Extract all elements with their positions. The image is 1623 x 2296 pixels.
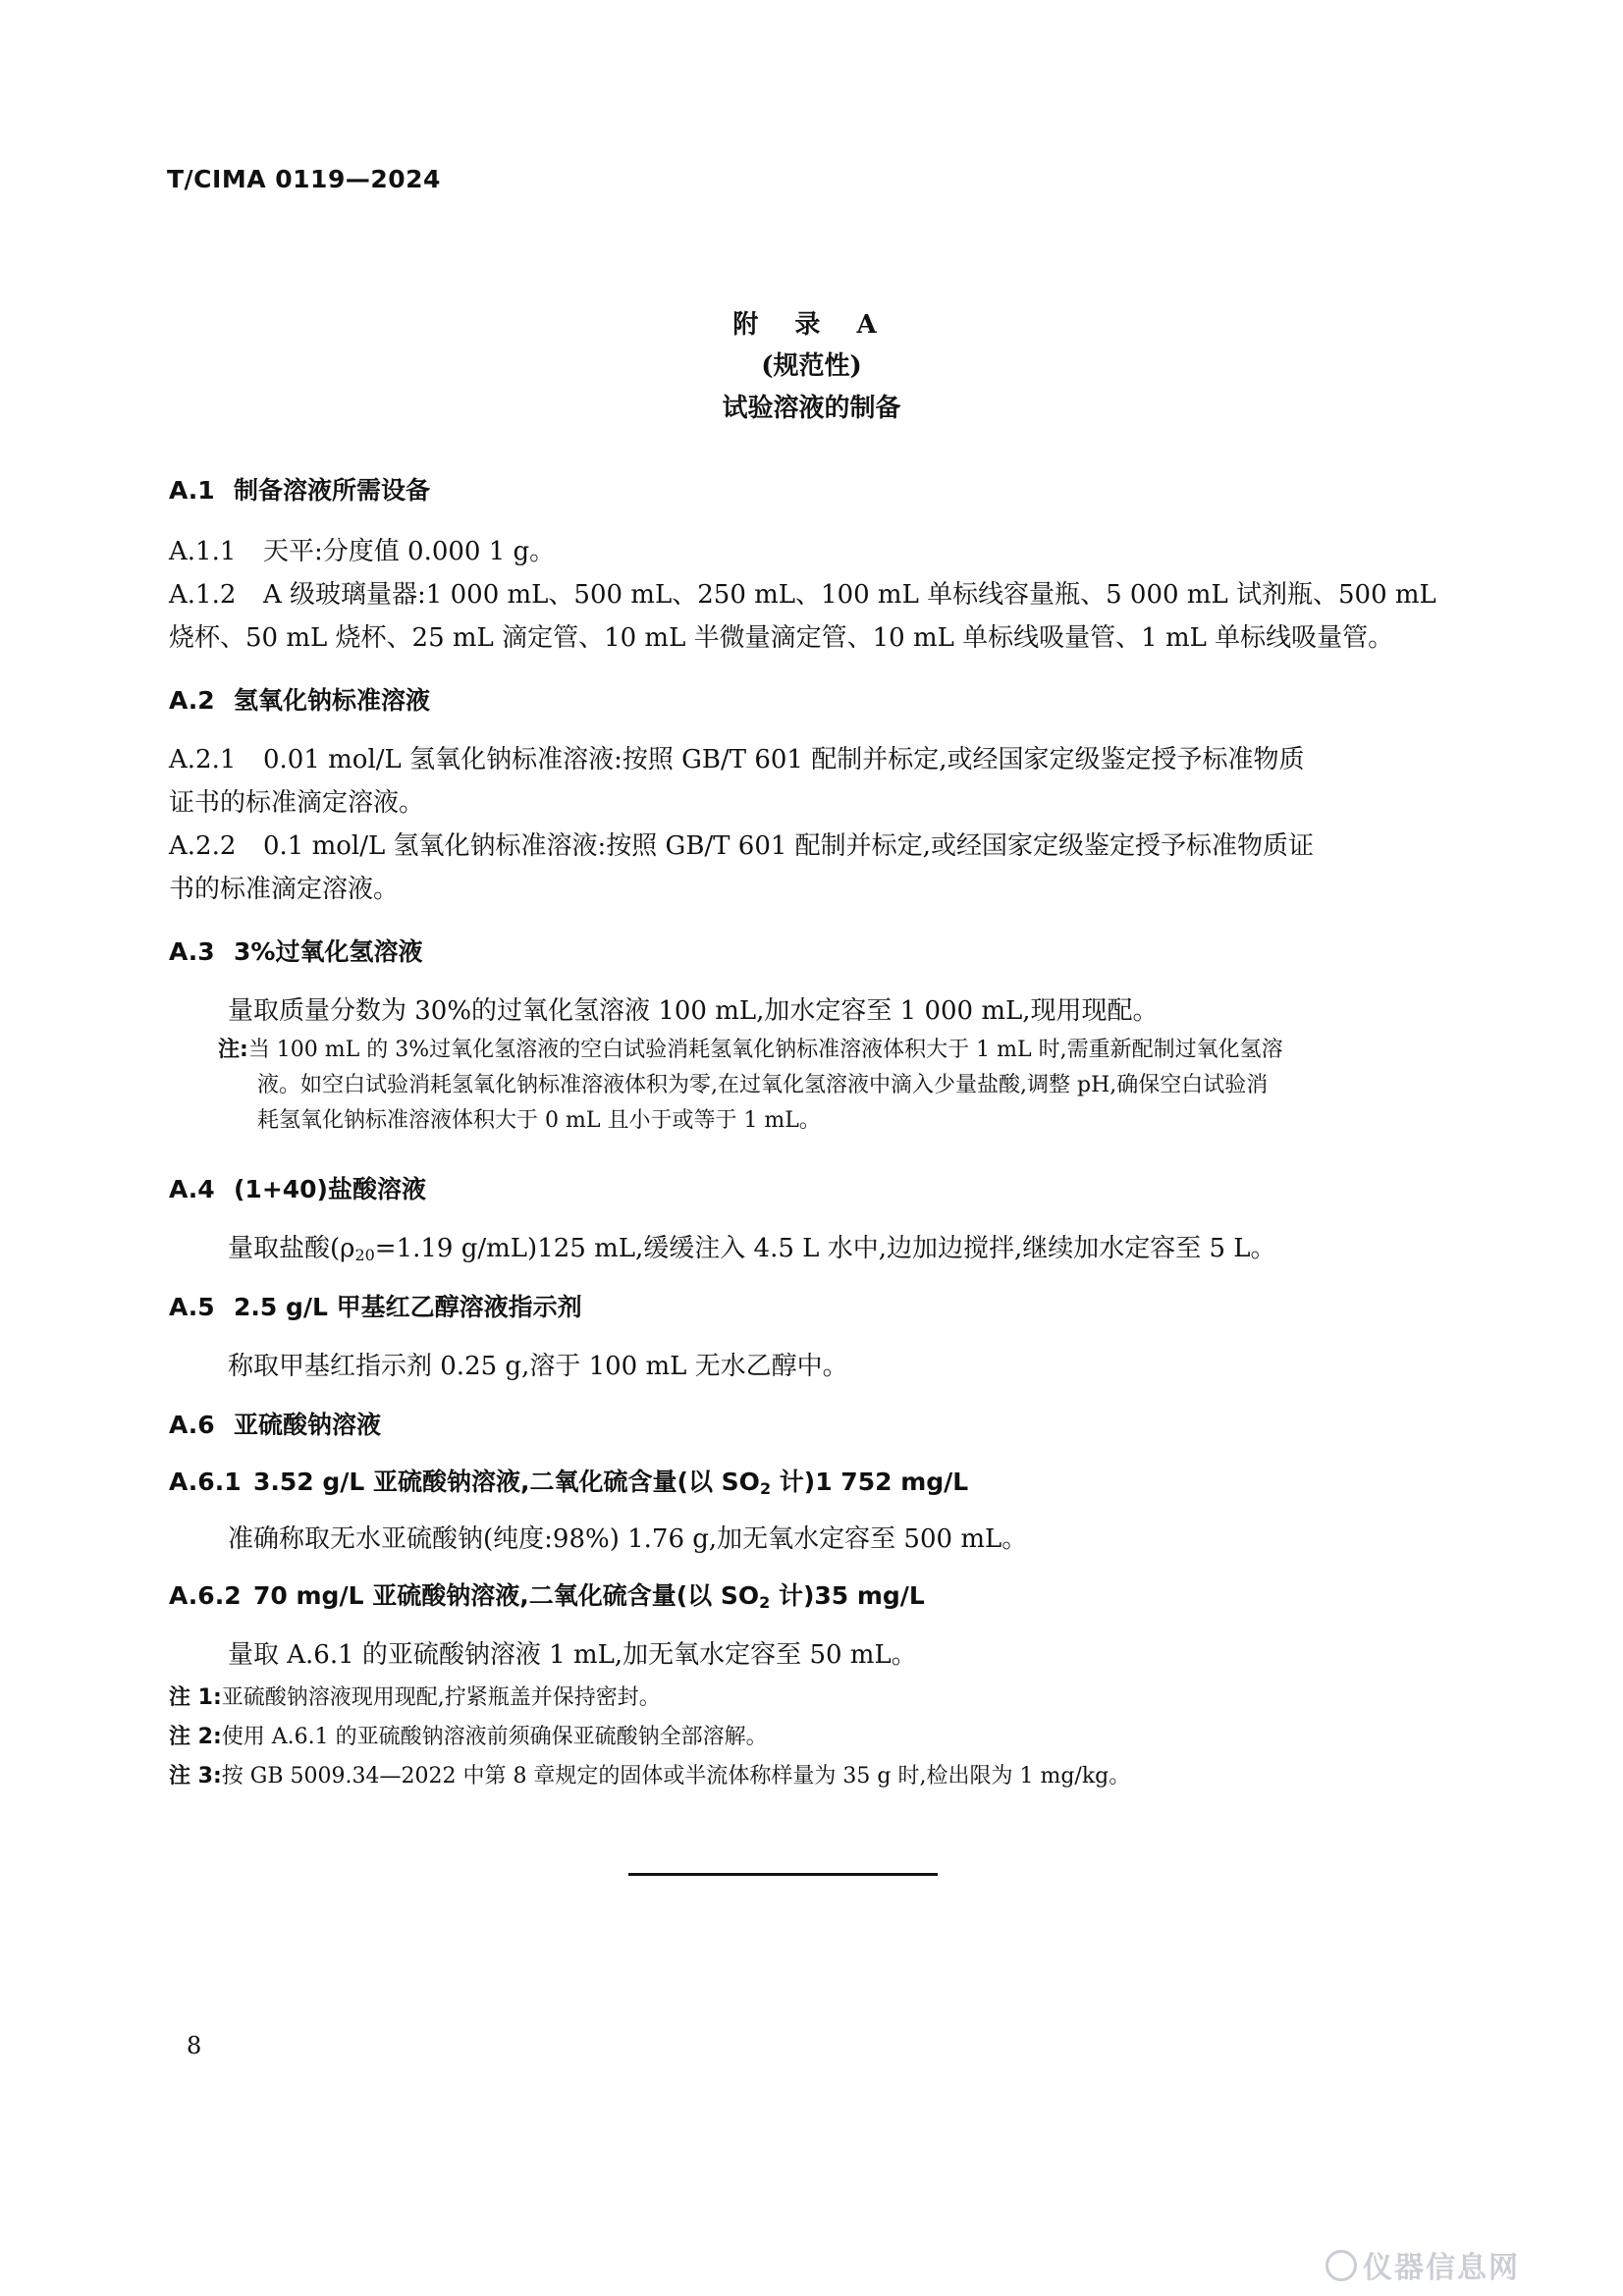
- clause-a1-1: [169, 530, 1445, 573]
- clause-a1-2: [169, 573, 1445, 660]
- section-a6-heading: [169, 1404, 1445, 1447]
- section-a3-heading: [169, 931, 1445, 974]
- note-text: 按 GB 5009.34—2022 中第 8 章规定的固体或半流体称样量为 35 g 时,检出限为 1 mg/kg。: [221, 1764, 1131, 1789]
- section-a1-heading: [169, 469, 1445, 512]
- clause-a6-1-heading: [169, 1461, 1445, 1511]
- document-code: T/CIMA 0119—2024: [167, 165, 441, 193]
- section-number: A.5: [169, 1293, 215, 1321]
- clause-title: 计)35 mg/L: [770, 1581, 925, 1610]
- annex-subject: 试验溶液的制备: [722, 394, 901, 423]
- annex-type: (规范性): [761, 351, 862, 381]
- section-a5-text: 称取甲基红指示剂 0.25 g,溶于 100 mL 无水乙醇中。: [228, 1352, 848, 1381]
- clause-a6-2-heading: [169, 1575, 1445, 1625]
- note-text-continued: 耗氢氧化钠标准溶液体积大于 0 mL 且小于或等于 1 mL。: [257, 1108, 821, 1133]
- note-text-continued: 液。如空白试验消耗氢氧化钠标准溶液体积为零,在过氧化氢溶液中滴入少量盐酸,调整 pH,确保空白试验消: [257, 1073, 1269, 1097]
- clause-a2-2: [169, 825, 1445, 911]
- section-a3-note: [218, 1033, 1445, 1139]
- note-label: 注 1:: [169, 1685, 222, 1710]
- section-a4-heading: [169, 1168, 1445, 1211]
- watermark: [1325, 2243, 1520, 2286]
- clause-text-continued: 证书的标准滴定溶液。: [169, 788, 425, 818]
- section-a6-notes: [169, 1681, 1445, 1794]
- section-a3-text: 量取质量分数为 30%的过氧化氢溶液 100 mL,加水定容至 1 000 mL,现用现配。: [228, 996, 1159, 1026]
- section-title: 2.5 g/L 甲基红乙醇溶液指示剂: [234, 1293, 582, 1321]
- clause-text: 天平:分度值 0.000 1 g。: [263, 537, 556, 566]
- note-text: 使用 A.6.1 的亚硫酸钠溶液前须确保亚硫酸钠全部溶解。: [221, 1725, 768, 1749]
- clause-text-continued: 书的标准滴定溶液。: [169, 875, 400, 904]
- density-subscript: 20: [354, 1246, 375, 1264]
- section-title: 氢氧化钠标准溶液: [234, 686, 431, 715]
- clause-text-continued: 烧杯、50 mL 烧杯、25 mL 滴定管、10 mL 半微量滴定管、10 mL 单标线吸量管、1 mL 单标线吸量管。: [169, 623, 1394, 653]
- text-part: 量取盐酸(ρ: [228, 1234, 355, 1263]
- end-rule: [628, 1873, 938, 1876]
- clause-number: A.1.2: [169, 580, 237, 610]
- note-label: 注 3:: [169, 1764, 222, 1789]
- section-title: 亚硫酸钠溶液: [234, 1411, 382, 1439]
- annex-title: 附 录 A: [732, 310, 891, 340]
- clause-number: A.2.2: [169, 831, 237, 861]
- section-title: (1+40)盐酸溶液: [234, 1175, 426, 1203]
- watermark-text: 仪器信息网: [1363, 2251, 1520, 2285]
- watermark-logo-icon: [1325, 2250, 1357, 2281]
- section-a2-heading: [169, 679, 1445, 722]
- clause-text: 0.1 mol/L 氢氧化钠标准溶液:按照 GB/T 601 配制并标定,或经国家定级鉴定授予标准物质证: [263, 831, 1314, 861]
- clause-a6-2-text: 量取 A.6.1 的亚硫酸钠溶液 1 mL,加无氧水定容至 50 mL。: [228, 1640, 917, 1670]
- note-label: 注 2:: [169, 1725, 222, 1749]
- clause-text: 0.01 mol/L 氢氧化钠标准溶液:按照 GB/T 601 配制并标定,或经国家定级鉴定授予标准物质: [263, 745, 1305, 774]
- note-text: 当 100 mL 的 3%过氧化氢溶液的空白试验消耗氢氧化钠标准溶液体积大于 1 mL 时,需重新配制过氧化氢溶: [247, 1038, 1283, 1062]
- section-number: A.2: [169, 686, 215, 715]
- section-number: A.3: [169, 937, 215, 966]
- page-number: 8: [187, 2032, 202, 2059]
- section-a4-text: [169, 1227, 1504, 1277]
- clause-text: A 级玻璃量器:1 000 mL、500 mL、250 mL、100 mL 单标线容量瓶、5 000 mL 试剂瓶、500 mL: [263, 580, 1436, 610]
- clause-a2-1: [169, 738, 1445, 825]
- clause-title: 3.52 g/L 亚硫酸钠溶液,二氧化硫含量(以 SO: [253, 1468, 760, 1496]
- so2-subscript: 2: [759, 1479, 772, 1498]
- section-number: A.6: [169, 1411, 215, 1439]
- text-part: =1.19 g/mL)125 mL,缓缓注入 4.5 L 水中,边加边搅拌,继续加水定容至 5 L。: [374, 1234, 1276, 1263]
- so2-subscript: 2: [759, 1593, 771, 1612]
- section-number: A.4: [169, 1175, 215, 1203]
- section-title: 3%过氧化氢溶液: [234, 937, 423, 966]
- note-text: 亚硫酸钠溶液现用现配,拧紧瓶盖并保持密封。: [221, 1685, 661, 1710]
- clause-a6-1-text: 准确称取无水亚硫酸钠(纯度:98%) 1.76 g,加无氧水定容至 500 mL。: [228, 1524, 1028, 1554]
- clause-number: A.2.1: [169, 745, 237, 774]
- clause-number: A.6.1: [169, 1468, 242, 1496]
- clause-number: A.1.1: [169, 537, 237, 566]
- section-number: A.1: [169, 476, 215, 505]
- section-title: 制备溶液所需设备: [234, 476, 431, 505]
- note-label: 注:: [218, 1038, 248, 1062]
- section-a5-heading: [169, 1286, 1445, 1329]
- clause-number: A.6.2: [169, 1581, 242, 1610]
- clause-title: 计)1 752 mg/L: [771, 1468, 969, 1496]
- clause-title: 70 mg/L 亚硫酸钠溶液,二氧化硫含量(以 SO: [253, 1581, 760, 1610]
